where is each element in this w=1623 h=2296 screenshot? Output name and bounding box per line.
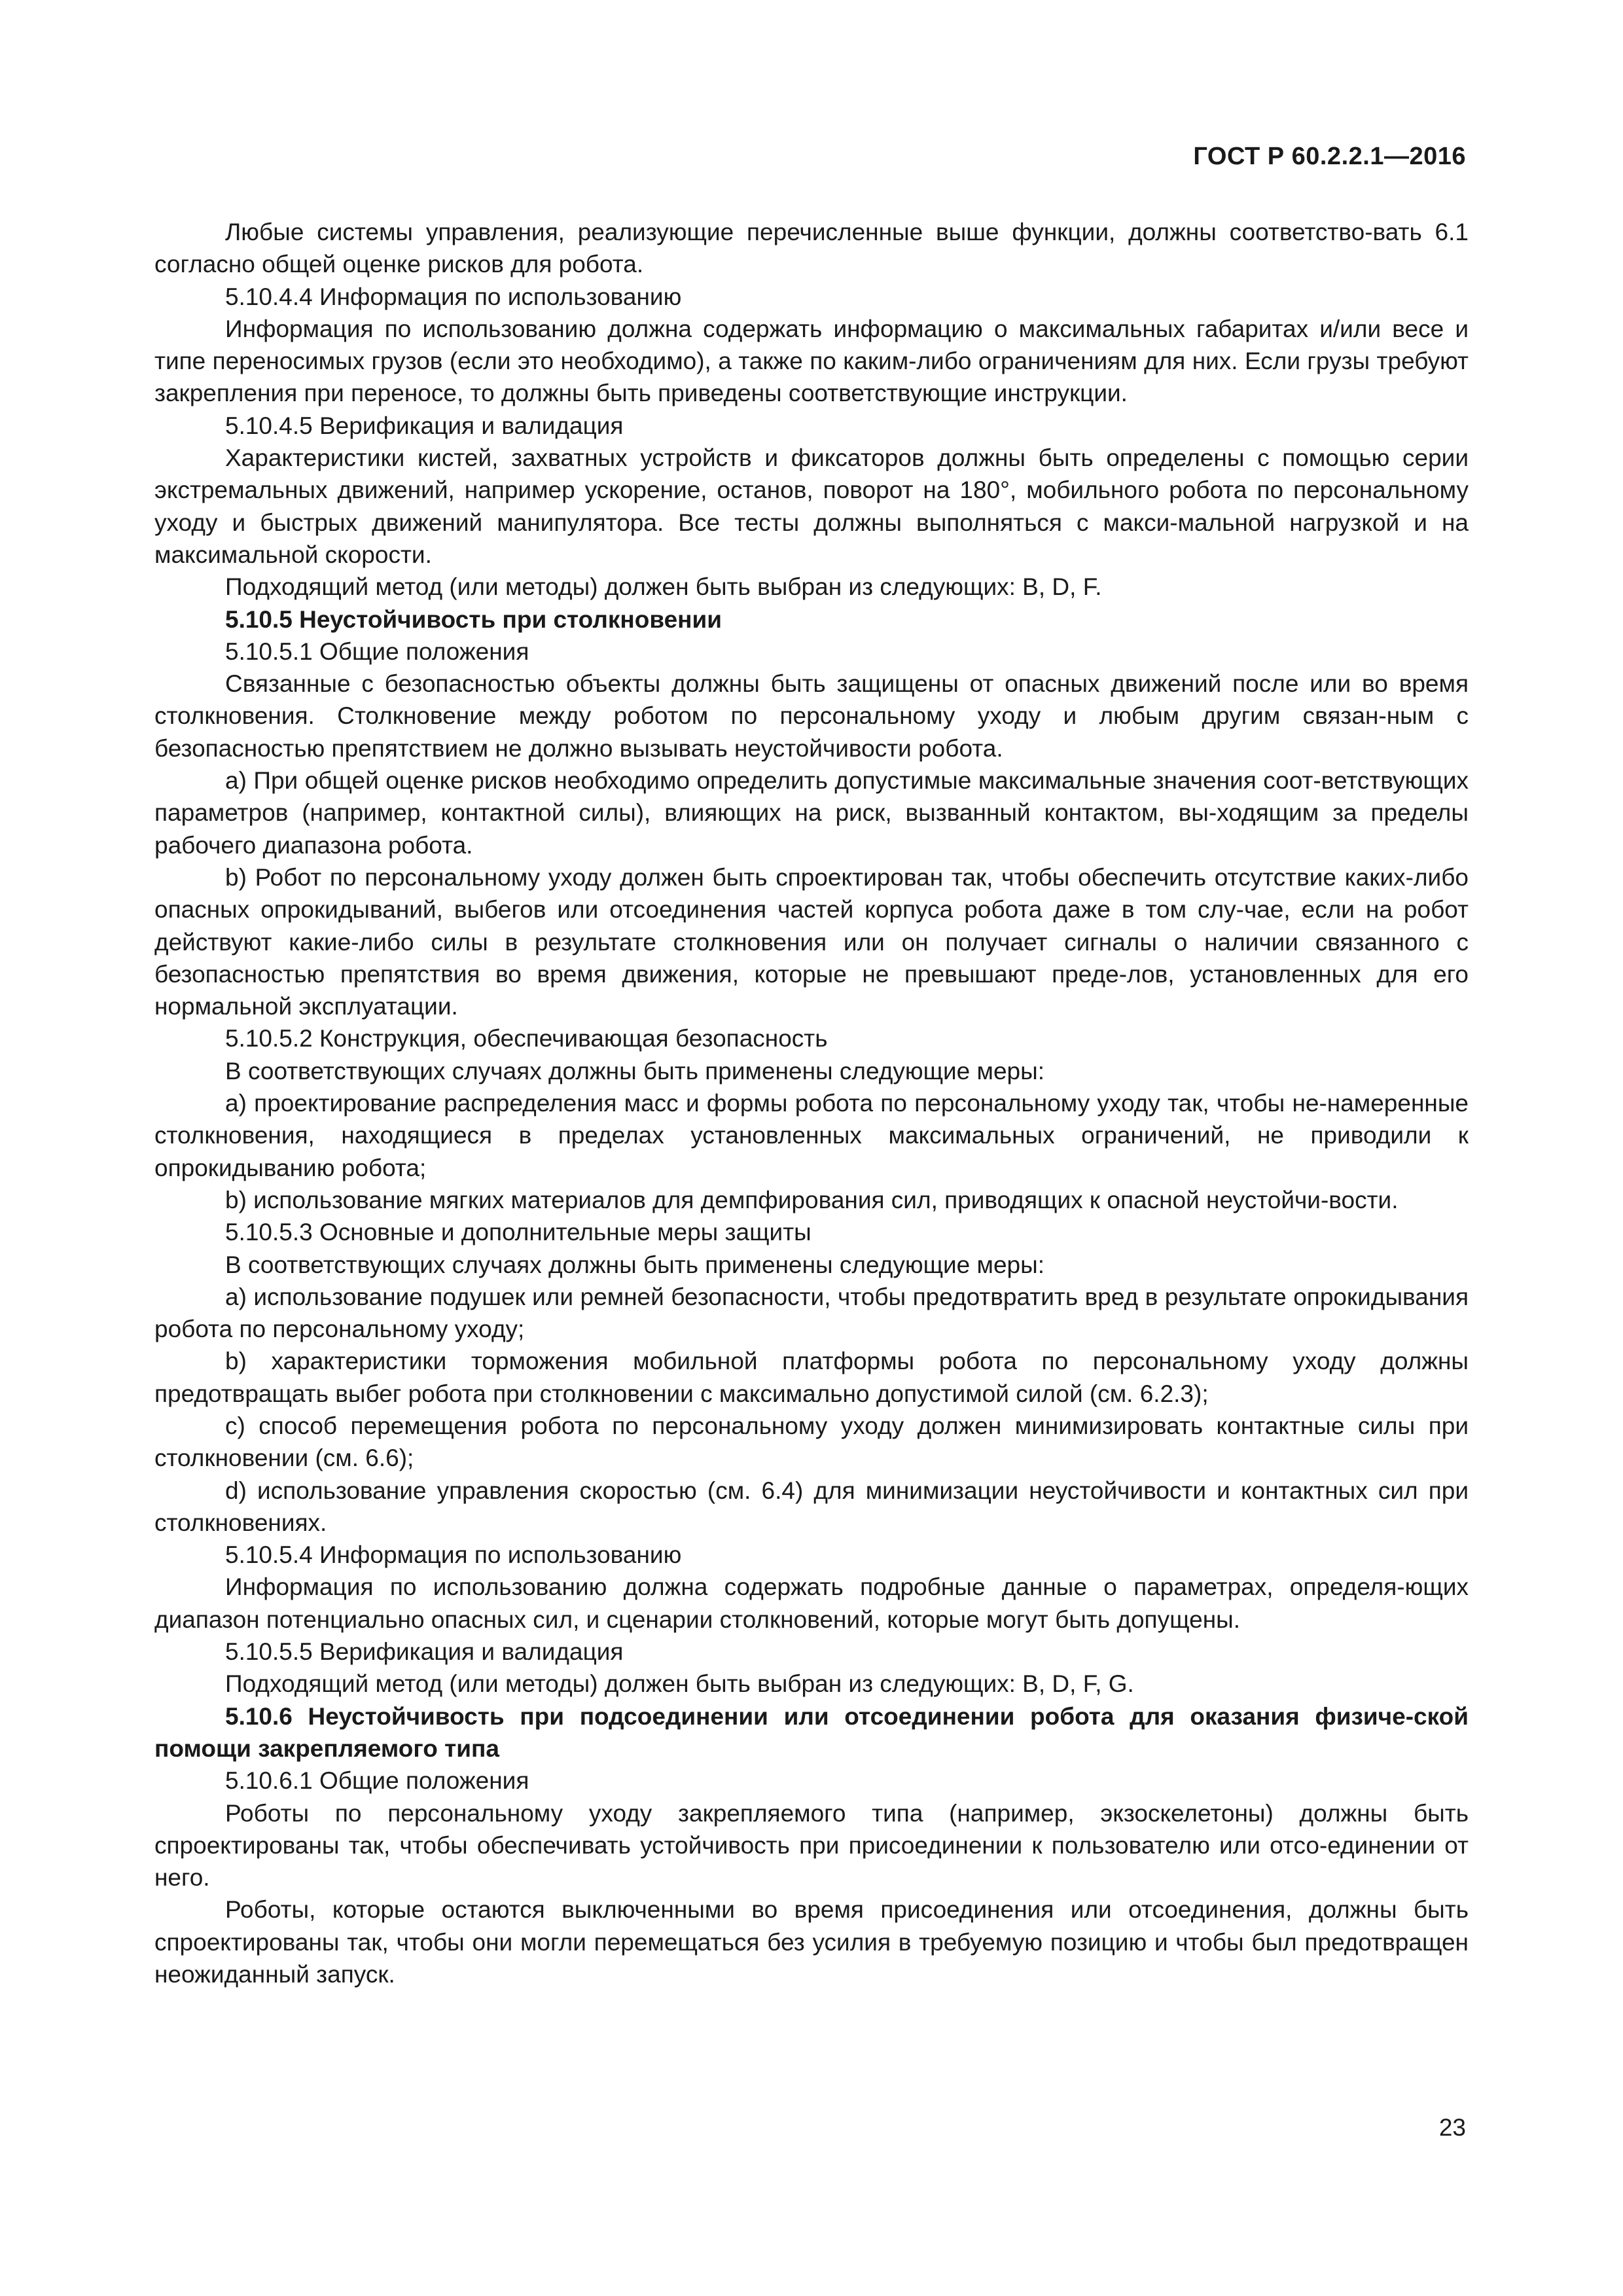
subsection-heading: 5.10.5.1 Общие положения <box>225 637 529 665</box>
subsection-heading: 5.10.5.2 Конструкция, обеспечивающая безопасность <box>225 1025 828 1052</box>
paragraph: Информация по использованию должна содержать подробные данные о параметрах, определя-ющих диапазон потенциально опасных сил, и сценарии столкновений, которые могут быть допущены. <box>154 1573 1469 1633</box>
paragraph: В соответствующих случаях должны быть применены следующие меры: <box>225 1057 1045 1085</box>
subsection-heading: 5.10.4.5 Верификация и валидация <box>225 412 624 439</box>
list-item: b) использование мягких материалов для демпфирования сил, приводящих к опасной неустойчи-вости. <box>225 1186 1399 1213</box>
document-body <box>154 216 1469 1990</box>
list-item: b) характеристики торможения мобильной платформы робота по персональному уходу должны предотвращать выбег робота при столкновении с максимально допустимой силой (см. 6.2.3); <box>154 1348 1469 1407</box>
section-heading: 5.10.5 Неустойчивость при столкновении <box>225 605 722 633</box>
paragraph: Связанные с безопасностью объекты должны быть защищены от опасных движений после или во время столкновения. Столкновение между роботом по персональному уходу и любым другим связан-ным с безопасностью препятствием не должно вызывать неустойчивости робота. <box>154 670 1469 762</box>
subsection-heading: 5.10.5.3 Основные и дополнительные меры защиты <box>225 1219 812 1246</box>
subsection-heading: 5.10.5.5 Верификация и валидация <box>225 1638 624 1666</box>
paragraph: Характеристики кистей, захватных устройств и фиксаторов должны быть определены с помощью серии экстремальных движений, например ускорение, останов, поворот на 180°, мобильного робота по персональному уходу и быстрых движений манипулятора. Все тесты должны выполняться с макси-мальной нагрузкой и на максимальной скорости. <box>154 444 1469 568</box>
section-heading: 5.10.6 Неустойчивость при подсоединении или отсоединении робота для оказания физиче-ской помощи закрепляемого типа <box>154 1702 1469 1762</box>
paragraph: Подходящий метод (или методы) должен быть выбран из следующих: В, D, F, G. <box>225 1670 1134 1698</box>
paragraph: Роботы по персональному уходу закрепляемого типа (например, экзоскелетоны) должны быть спроектированы так, чтобы обеспечивать устойчивость при присоединении к пользователю или отсо-единении от него. <box>154 1799 1469 1892</box>
paragraph: Подходящий метод (или методы) должен быть выбран из следующих: В, D, F. <box>225 573 1102 601</box>
list-item: a) При общей оценке рисков необходимо определить допустимые максимальные значения соот-ветствующих параметров (например, контактной силы), влияющих на риск, вызванный контактом, вы-ходящим за пределы рабочего диапазона робота. <box>154 767 1469 859</box>
subsection-heading: 5.10.5.4 Информация по использованию <box>225 1541 682 1569</box>
paragraph: Роботы, которые остаются выключенными во время присоединения или отсоединения, должны быть спроектированы так, чтобы они могли перемещаться без усилия в требуемую позицию и чтобы был предотвращен неожиданный запуск. <box>154 1896 1469 1988</box>
list-item: c) способ перемещения робота по персональному уходу должен минимизировать контактные силы при столкновении (см. 6.6); <box>154 1412 1469 1472</box>
paragraph: В соответствующих случаях должны быть применены следующие меры: <box>225 1251 1045 1278</box>
list-item: a) проектирование распределения масс и формы робота по персональному уходу так, чтобы не-намеренные столкновения, находящиеся в пределах установленных максимальных ограничений, не приводили к опрокидыванию робота; <box>154 1090 1469 1181</box>
paragraph: Информация по использованию должна содержать информацию о максимальных габаритах и/или весе и типе переносимых грузов (если это необходимо), а также по каким-либо ограничениям для них. Если грузы требуют закрепления при переносе, то должны быть приведены соответствующие инструкции. <box>154 315 1469 407</box>
list-item: d) использование управления скоростью (см. 6.4) для минимизации неустойчивости и контактных сил при столкновениях. <box>154 1477 1469 1536</box>
page-number: 23 <box>1438 2114 1466 2141</box>
list-item: a) использование подушек или ремней безопасности, чтобы предотвратить вред в результате опрокидывания робота по персональному уходу; <box>154 1283 1469 1343</box>
subsection-heading: 5.10.6.1 Общие положения <box>225 1767 529 1795</box>
list-item: b) Робот по персональному уходу должен быть спроектирован так, чтобы обеспечить отсутствие каких-либо опасных опрокидываний, выбегов или отсоединения частей корпуса робота даже в том слу-чае, если на робот действуют какие-либо силы в результате столкновения или он получает сигналы о наличии связанного с безопасностью препятствия во время движения, которые не превышают преде-лов, установленных для его нормальной эксплуатации. <box>154 863 1469 1020</box>
document-header: ГОСТ Р 60.2.2.1—2016 <box>1193 143 1466 170</box>
paragraph: Любые системы управления, реализующие перечисленные выше функции, должны соответство-вать 6.1 согласно общей оценке рисков для робота. <box>154 219 1469 278</box>
subsection-heading: 5.10.4.4 Информация по использованию <box>225 283 682 310</box>
